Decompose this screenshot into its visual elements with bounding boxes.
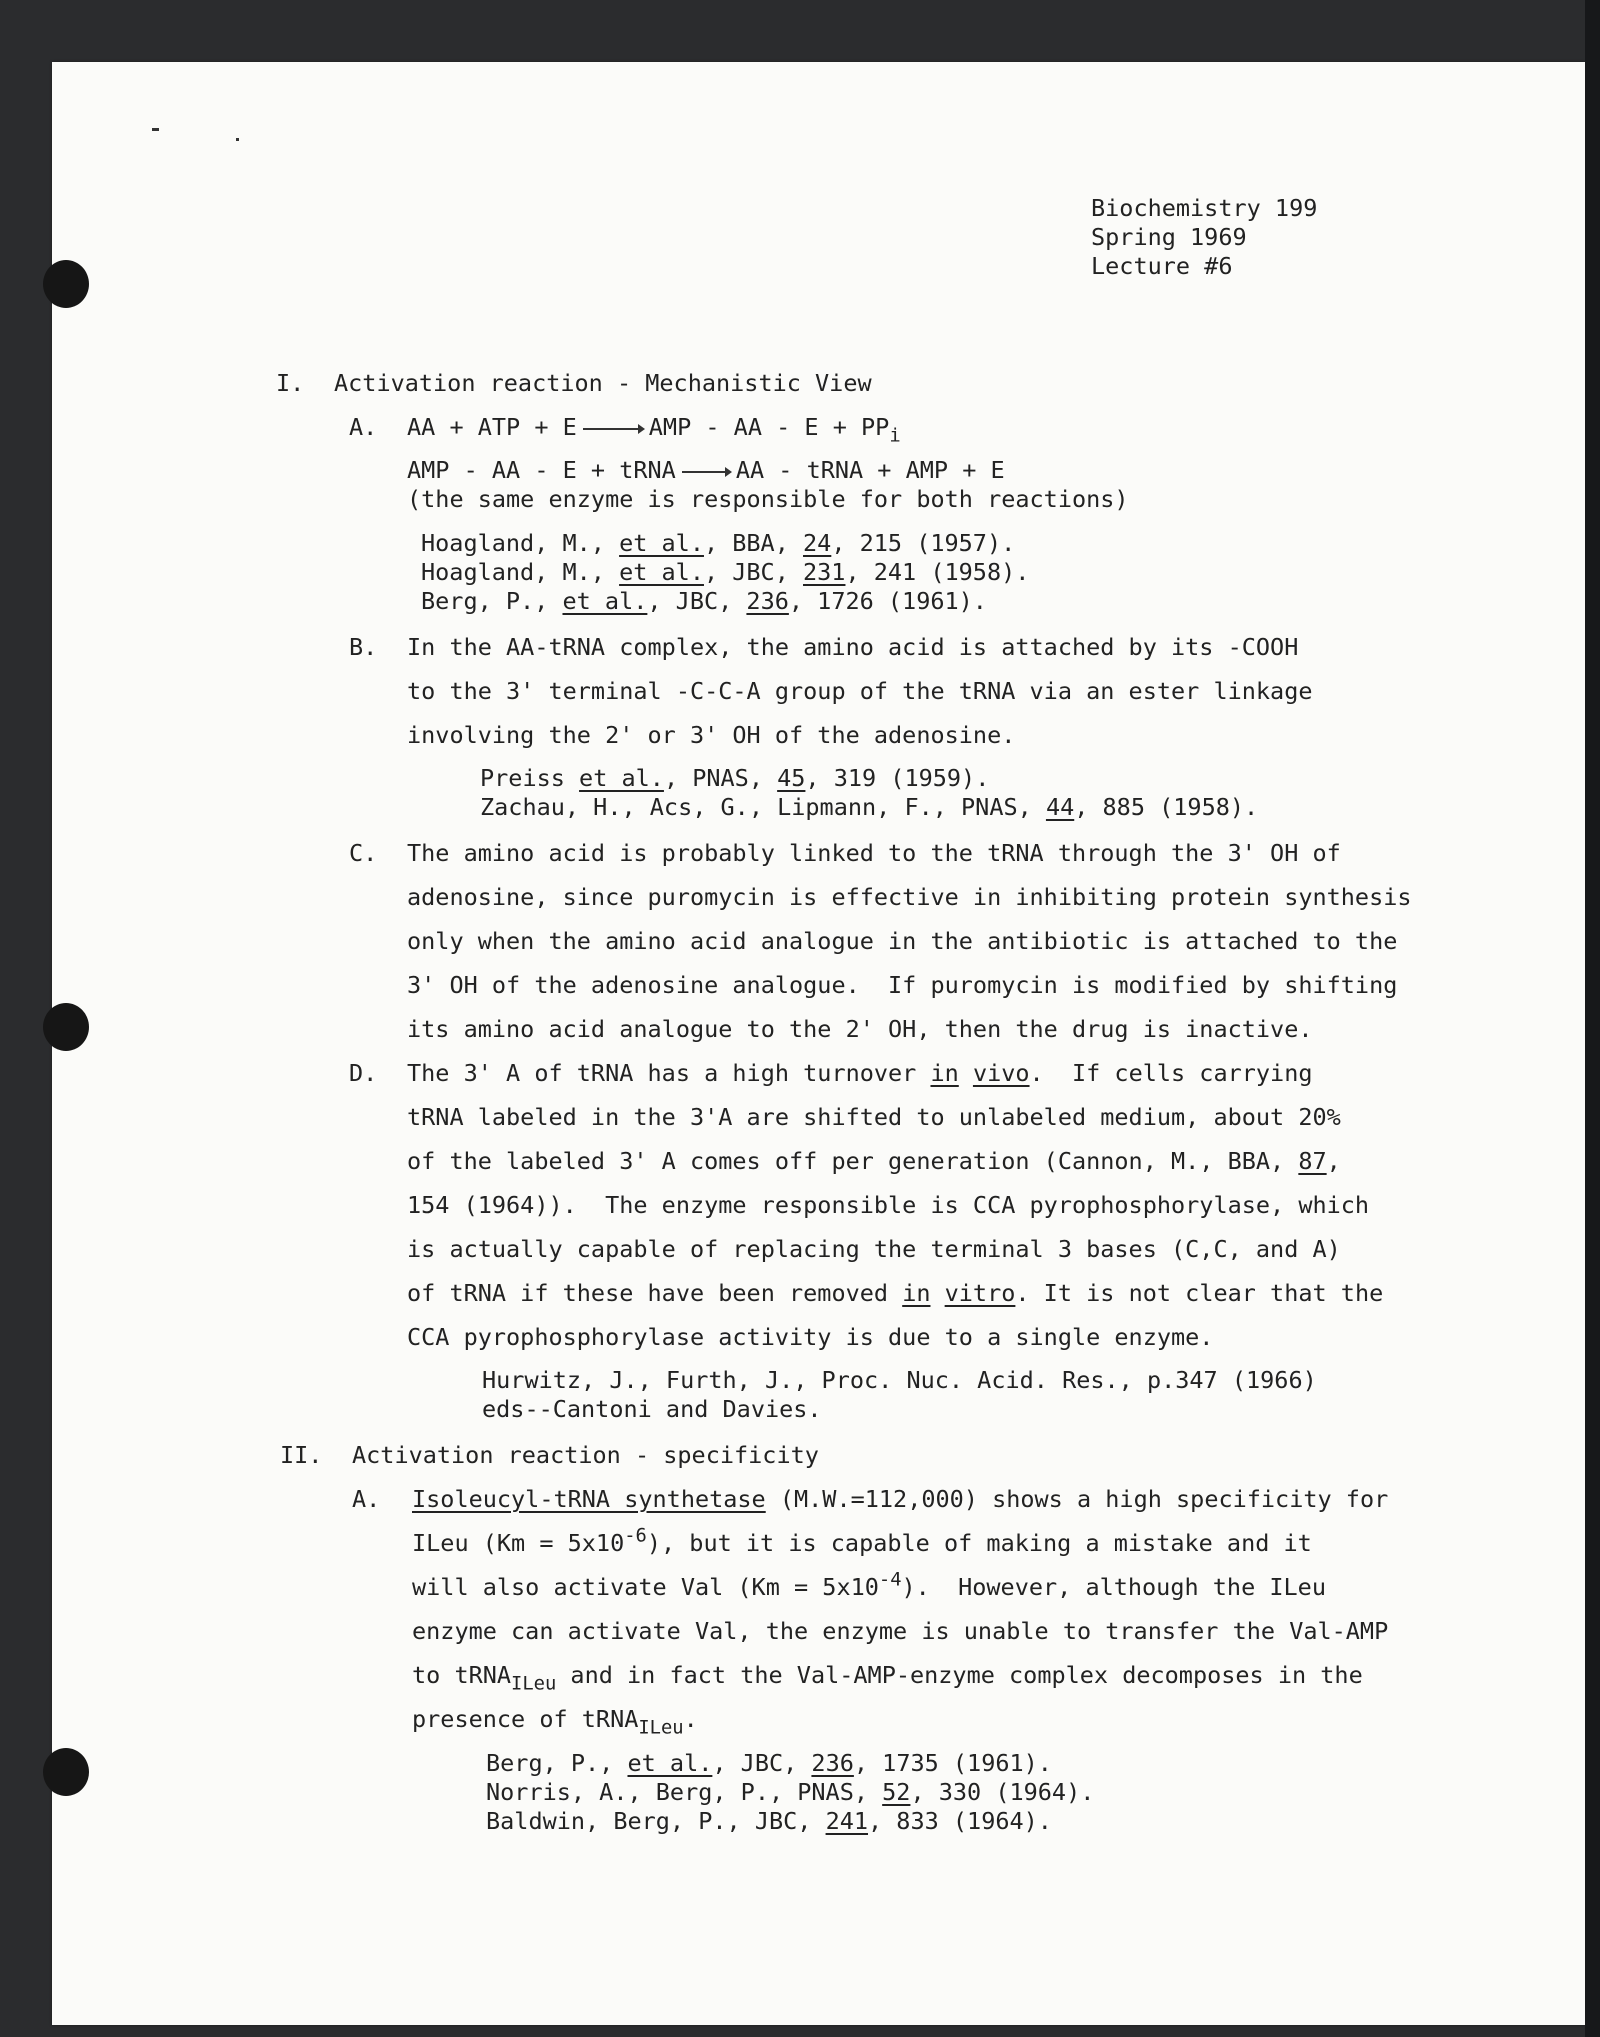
paragraph-line: of tRNA if these have been removed in vitro. It is not clear that the [407,1279,1384,1307]
reference: Berg, P., et al., JBC, 236, 1735 (1961). [486,1749,1052,1777]
paragraph-line: of the labeled 3' A comes off per generation (Cannon, M., BBA, 87, [407,1147,1341,1175]
punch-hole-top [43,260,89,308]
section-numeral: II. [280,1441,323,1469]
document-page [52,62,1585,2025]
paragraph-line: In the AA-tRNA complex, the amino acid is attached by its -COOH [407,633,1299,661]
paragraph-line: 3' OH of the adenosine analogue. If puromycin is modified by shifting [407,971,1398,999]
section-title: Activation reaction - Mechanistic View [334,369,872,397]
arrow-icon [583,428,643,430]
reference: Baldwin, Berg, P., JBC, 241, 833 (1964). [486,1807,1052,1835]
item-letter: A. [349,413,378,441]
paragraph-line: 154 (1964)). The enzyme responsible is CCA pyrophosphorylase, which [407,1191,1370,1219]
lecture-number: Lecture #6 [1091,252,1233,280]
equation-1: AA + ATP + E AMP - AA - $E + PP_i$ [407,413,901,447]
reference: Preiss et al., PNAS, 45, 319 (1959). [480,764,990,792]
paragraph-line: to tRNA$_{ILeu}$ and in fact the Val-AMP-enzyme complex decomposes in the [412,1661,1363,1695]
paragraph-line: only when the amino acid analogue in the antibiotic is attached to the [407,927,1398,955]
binder-edge [1585,0,1600,2037]
paragraph-line: to the 3' terminal -C-C-A group of the tRNA via an ester linkage [407,677,1313,705]
reference: Berg, P., et al., JBC, 236, 1726 (1961). [421,587,987,615]
course-title: Biochemistry 199 [1091,194,1318,222]
paragraph-line: tRNA labeled in the 3'A are shifted to unlabeled medium, about 20% [407,1103,1341,1131]
paragraph-line: is actually capable of replacing the terminal 3 bases (C,C, and A) [407,1235,1341,1263]
item-letter: B. [349,633,378,661]
punch-hole-bottom [43,1748,89,1796]
reference: Hoagland, M., et al., BBA, 24, 215 (1957). [421,529,1016,557]
arrow-icon [682,471,730,473]
reference: eds--Cantoni and Davies. [482,1395,822,1423]
paragraph-line: adenosine, since puromycin is effective in inhibiting protein synthesis [407,883,1412,911]
section-numeral: I. [276,369,305,397]
paragraph-line: involving the 2' or 3' OH of the adenosine. [407,721,1016,749]
paragraph-line: Isoleucyl-tRNA synthetase (M.W.=112,000) shows a high specificity for [412,1485,1389,1513]
paragraph-line: will also activate Val $(Km = 5x10^{-4})$. However, although the ILeu [412,1569,1326,1601]
paragraph-line: The 3' A of tRNA has a high turnover in vivo. If cells carrying [407,1059,1313,1087]
section-title: Activation reaction - specificity [352,1441,819,1469]
equation-2: AMP - AA - E + tRNA AA - tRNA + AMP + E [407,456,1005,484]
paragraph-line: enzyme can activate Val, the enzyme is unable to transfer the Val-AMP [412,1617,1389,1645]
paragraph-line: The amino acid is probably linked to the tRNA through the 3' OH of [407,839,1341,867]
item-letter: A. [352,1485,381,1513]
ink-speck [152,128,159,131]
paragraph-line: its amino acid analogue to the 2' OH, then the drug is inactive. [407,1015,1313,1043]
term: Spring 1969 [1091,223,1247,251]
reference: Norris, A., Berg, P., PNAS, 52, 330 (1964). [486,1778,1095,1806]
reference: Hurwitz, J., Furth, J., Proc. Nuc. Acid. Res., p.347 (1966) [482,1366,1317,1394]
ink-speck [236,138,239,141]
note: (the same enzyme is responsible for both reactions) [407,485,1129,513]
reference: Hoagland, M., et al., JBC, 231, 241 (1958). [421,558,1030,586]
item-letter: C. [349,839,378,867]
reference: Zachau, H., Acs, G., Lipmann, F., PNAS, 44, 885 (1958). [480,793,1259,821]
item-letter: D. [349,1059,378,1087]
paragraph-line: CCA pyrophosphorylase activity is due to a single enzyme. [407,1323,1214,1351]
paragraph-line: ILeu $(Km = 5x10^{-6})$, but it is capable of making a mistake and it [412,1525,1312,1557]
punch-hole-middle [43,1003,89,1051]
paragraph-line: presence of tRNA$_{ILeu}$. [412,1705,698,1739]
